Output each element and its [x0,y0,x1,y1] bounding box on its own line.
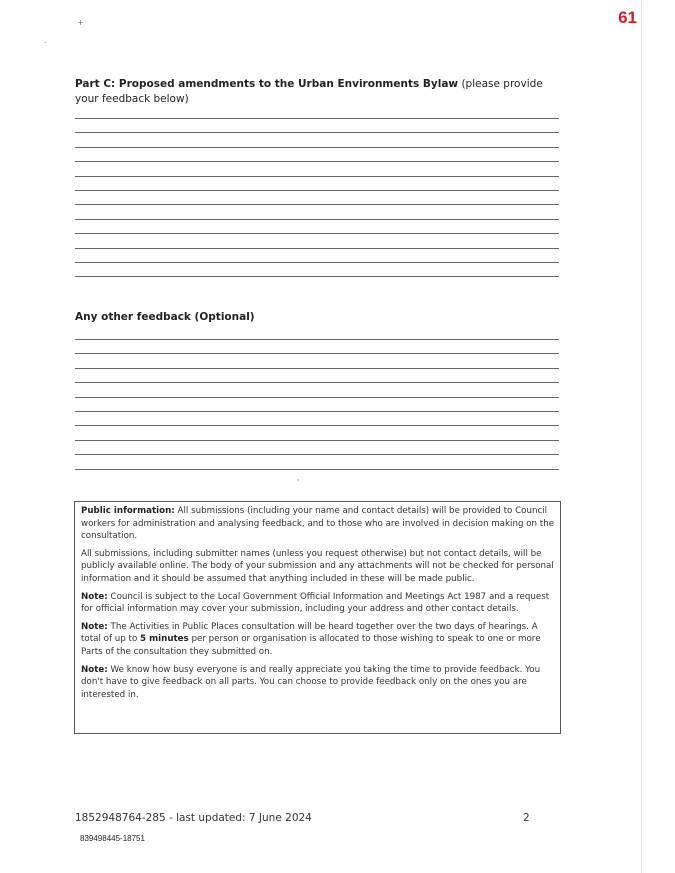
info-bold-label: Public information: [81,506,175,516]
feedback-line[interactable] [75,204,559,205]
info-text: All submissions (including your name and contact details) will be provided to Council workers for administration and analysing feedback, and to those who are involved in decision making on the consultation. [81,506,555,542]
feedback-line[interactable] [75,454,559,455]
part-c-heading-rest: (please provide your feedback below) [75,78,543,105]
feedback-line[interactable] [75,219,559,220]
feedback-line[interactable] [75,339,559,340]
info-paragraph-hearings [81,621,555,659]
info-text: We know how busy everyone is and really appreciate you taking the time to provide feedback. You don't have to give feedback on all parts. You can choose to provide feedback only on the ones you are interested in. [81,664,541,700]
other-feedback-heading [75,310,555,325]
footer-doc-ref: 1852948764-285 - last updated: 7 June 2024 [75,812,312,824]
other-feedback-lines[interactable] [75,339,559,483]
part-c-heading [75,77,555,107]
part-c-heading-bold: Part C: Proposed amendments to the Urban Environments Bylaw [75,78,459,90]
info-text: All submissions, including submitter names (unless you request otherwise) but not contact details, will be publicly available online. The body of your submission and any attachments will not be checked for personal information and it should be assumed that anything included in these will be made public. [81,548,554,584]
feedback-line[interactable] [75,248,559,249]
feedback-line[interactable] [75,262,559,263]
info-text: Council is subject to the Local Government Official Information and Meetings Act 1987 and a request for official information may cover your submission, including your address and other contact details. [81,591,550,615]
feedback-line[interactable] [75,469,559,470]
info-paragraph-thanks [81,664,555,702]
feedback-line[interactable] [75,118,559,119]
scan-speck: ' [297,478,300,487]
feedback-line[interactable] [75,161,559,162]
scan-speck: . [44,36,47,45]
scan-speck: + [77,18,84,27]
feedback-line[interactable] [75,176,559,177]
footer-page-number: 2 [523,812,530,824]
feedback-line[interactable] [75,353,559,354]
feedback-line[interactable] [75,440,559,441]
document-stamp-id: 839498445-18751 [80,834,145,843]
public-information-box [74,501,561,734]
info-paragraph-online [81,548,555,586]
feedback-line[interactable] [75,382,559,383]
info-paragraph-public [81,505,555,543]
page-number: 61 [618,8,637,27]
feedback-line[interactable] [75,190,559,191]
info-paragraph-lgoima [81,591,555,616]
info-bold-minutes: 5 minutes [140,634,189,645]
info-text: The Activities in Public Places consultation will be heard together over the two days of hearings. A total of up to [81,621,538,645]
feedback-line[interactable] [75,147,559,148]
feedback-line[interactable] [75,411,559,412]
feedback-line[interactable] [75,368,559,369]
info-text: per person or organisation is allocated to those wishing to speak to one or more Parts of the consultation they submitted on. [81,634,541,657]
info-bold-label: Note: [81,621,108,632]
feedback-line[interactable] [75,276,559,277]
page-edge [641,0,642,873]
feedback-line[interactable] [75,425,559,426]
feedback-line[interactable] [75,397,559,398]
feedback-line[interactable] [75,233,559,234]
feedback-line[interactable] [75,132,559,133]
info-bold-label: Note: [81,664,108,675]
other-feedback-heading-bold: Any other feedback (Optional) [75,311,255,323]
info-bold-label: Note: [81,591,108,602]
part-c-feedback-lines[interactable] [75,118,559,291]
